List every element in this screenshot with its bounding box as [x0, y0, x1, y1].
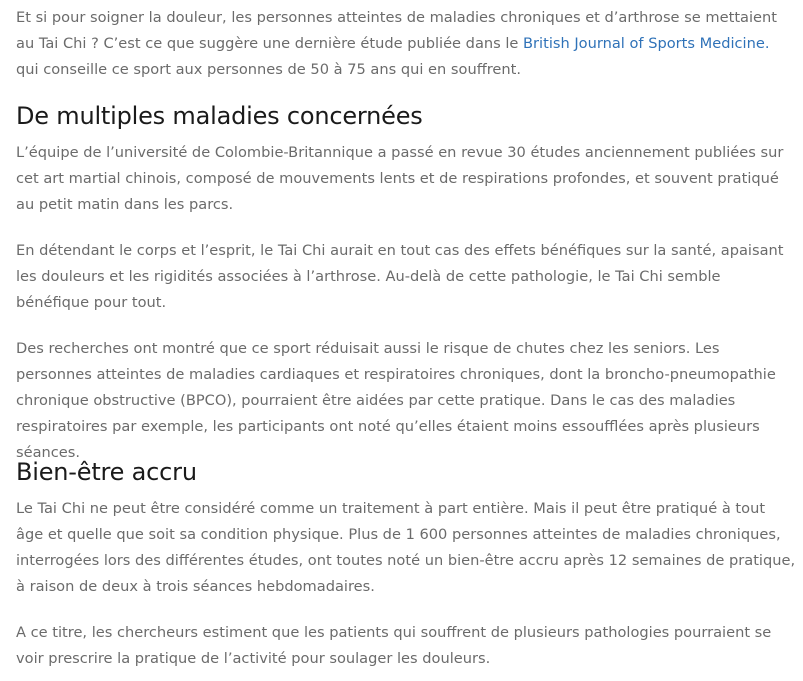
paragraph-benefits: En détendant le corps et l’esprit, le Tai Chi aurait en tout cas des effets bénéfiques sur la santé, apaisant les douleurs et les rigidités associées à l’arthrose. Au-delà de cette pathologie, le Tai Chi semble bénéfique pour tout. — [16, 242, 784, 311]
paragraph-conclusion: A ce titre, les chercheurs estiment que les patients qui souffrent de plusieurs pathologies pourraient se voir prescrire la pratique de l’activité pour soulager les douleurs. — [16, 624, 772, 667]
section-heading-maladies: De multiples maladies concernées — [16, 102, 423, 130]
paragraph-research: Des recherches ont montré que ce sport réduisait aussi le risque de chutes chez les seniors. Les personnes atteintes de maladies cardiaques et respiratoires chroniques, dont la broncho-pneumopathie chronique obstructive (BPCO), pourraient être aidées par cette pratique. Dans le cas des maladies respiratoires par exemple, les participants ont noté qu’elles étaient moins essoufflées après plusieurs séances. — [16, 340, 776, 461]
intro-text-start: Et si pour soigner la douleur, les personnes atteintes de maladies chroniques et d’arthrose se mettaient au Tai Chi ? C’est ce que suggère une dernière étude publiée dans le — [16, 9, 777, 52]
paragraph-treatment: Le Tai Chi ne peut être considéré comme un traitement à part entière. Mais il peut être pratiqué à tout âge et quelle que soit sa condition physique. Plus de 1 600 personnes atteintes de maladies chroniques, interrogées lors des différentes études, ont toutes noté un bien-être accru après 12 semaines de pratique, à raison de deux à trois séances hebdomadaires. — [16, 500, 796, 595]
section-heading-bien-etre: Bien-être accru — [16, 458, 197, 486]
intro-paragraph — [16, 5, 796, 83]
paragraph-study-review: L’équipe de l’université de Colombie-Britannique a passé en revue 30 études anciennement publiées sur cet art martial chinois, composé de mouvements lents et de respirations profondes, et souvent pratiqué au petit matin dans les parcs. — [16, 144, 784, 213]
intro-text-end: qui conseille ce sport aux personnes de 50 à 75 ans qui en souffrent. — [16, 61, 522, 78]
journal-link[interactable]: British Journal of Sports Medicine. — [523, 35, 770, 52]
